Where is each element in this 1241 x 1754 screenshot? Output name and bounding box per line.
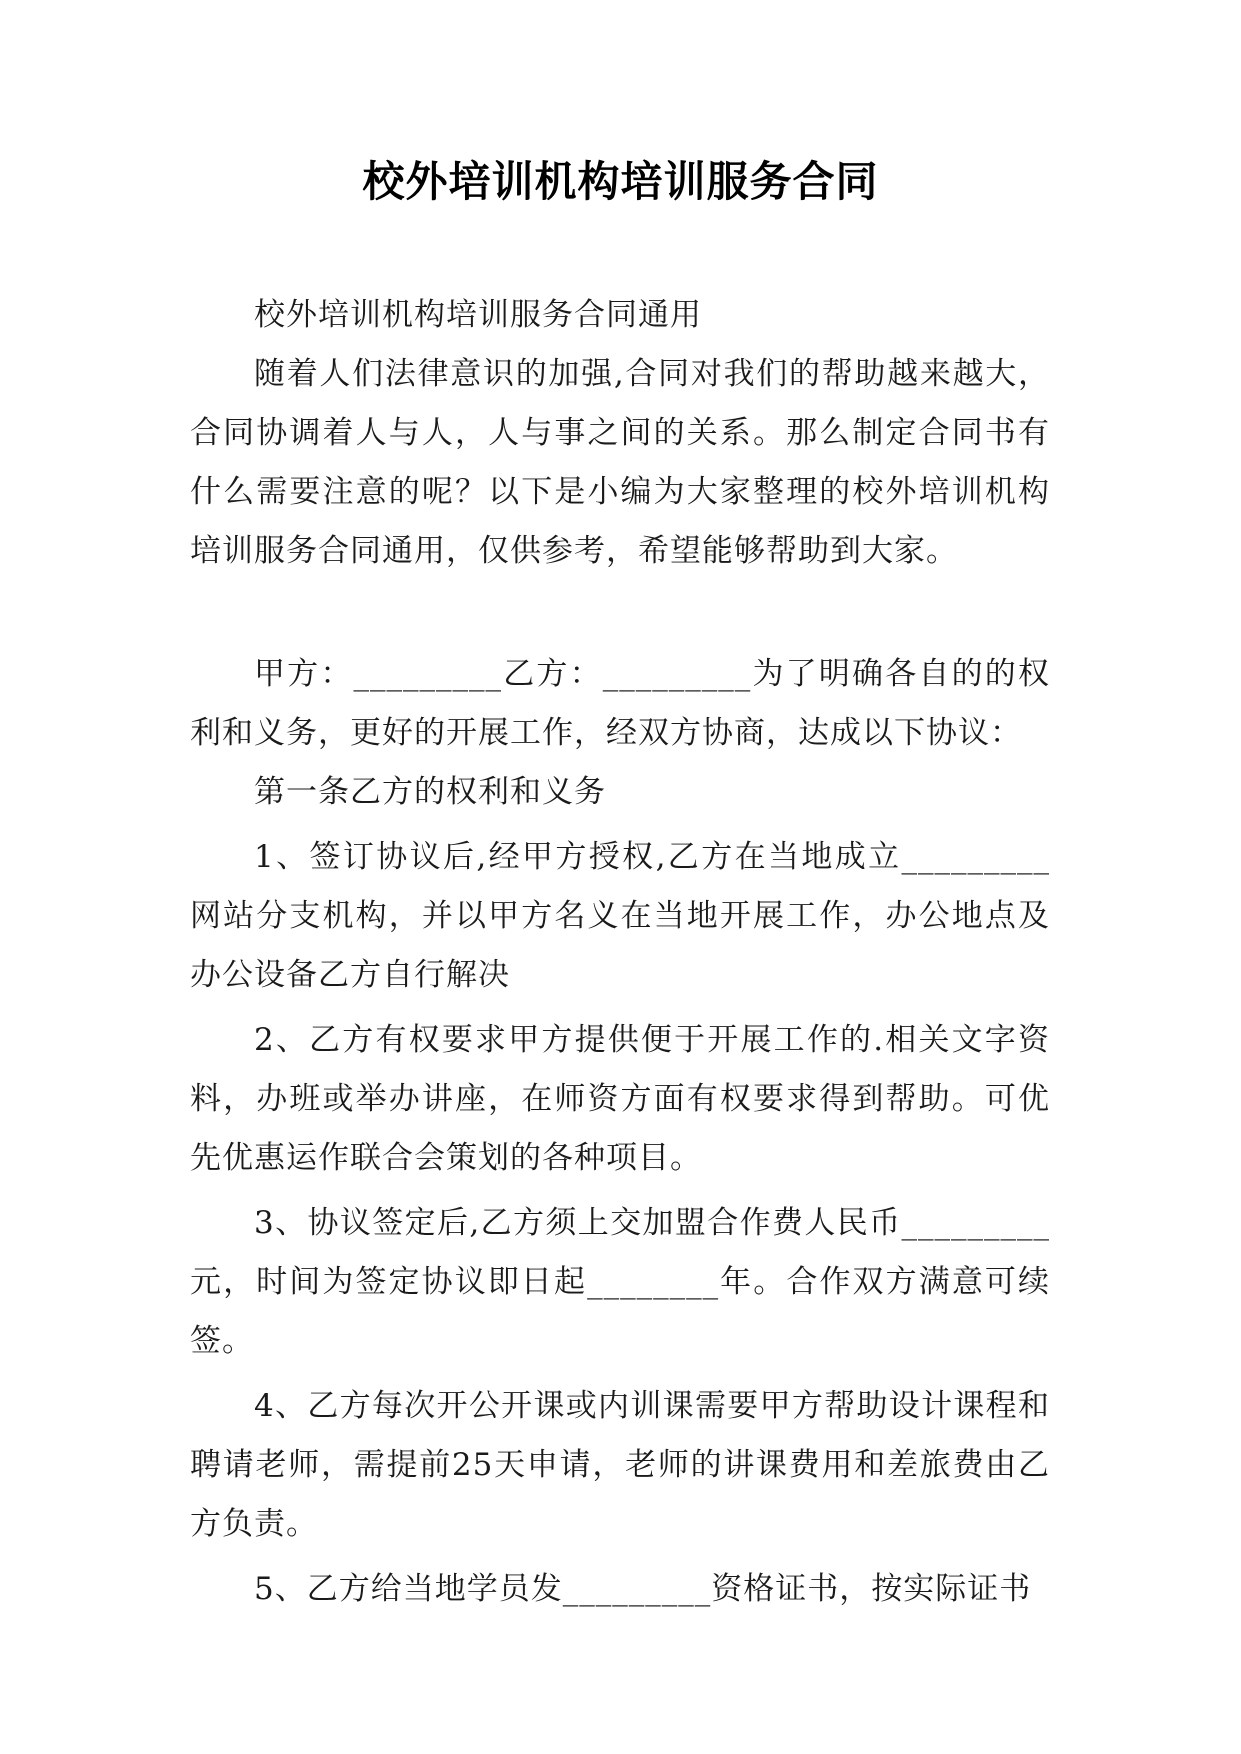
paragraph-subtitle: 校外培训机构培训服务合同通用 <box>254 297 702 333</box>
document-title: 校外培训机构培训服务合同 <box>362 157 879 206</box>
paragraph-article-1-heading: 第一条乙方的权利和义务 <box>254 774 606 810</box>
document-body <box>190 286 1050 1619</box>
paragraph-clause-5: 5、乙方给当地学员发_________资格证书，按实际证书 <box>254 1571 1032 1607</box>
paragraph-parties: 甲方：_________乙方：_________为了明确各自的的权利和义务，更好的开展工作，经双方协商，达成以下协议： <box>190 656 1050 751</box>
paragraph-clause-1: 1、签订协议后,经甲方授权,乙方在当地成立_________网站分支机构，并以甲方名义在当地开展工作，办公地点及办公设备乙方自行解决 <box>190 839 1050 993</box>
paragraph-clause-2: 2、乙方有权要求甲方提供便于开展工作的.相关文字资料，办班或举办讲座，在师资方面有权要求得到帮助。可优先优惠运作联合会策划的各种项目。 <box>190 1022 1050 1176</box>
paragraph-clause-4: 4、乙方每次开公开课或内训课需要甲方帮助设计课程和聘请老师，需提前25天申请，老师的讲课费用和差旅费由乙方负责。 <box>190 1388 1050 1542</box>
paragraph-clause-3: 3、协议签定后,乙方须上交加盟合作费人民币_________元，时间为签定协议即日起________年。合作双方满意可续签。 <box>190 1205 1050 1359</box>
paragraph-intro: 随着人们法律意识的加强,合同对我们的帮助越来越大，合同协调着人与人，人与事之间的关系。那么制定合同书有什么需要注意的呢？以下是小编为大家整理的校外培训机构培训服务合同通用，仅供参考，希望能够帮助到大家。 <box>190 356 1050 569</box>
